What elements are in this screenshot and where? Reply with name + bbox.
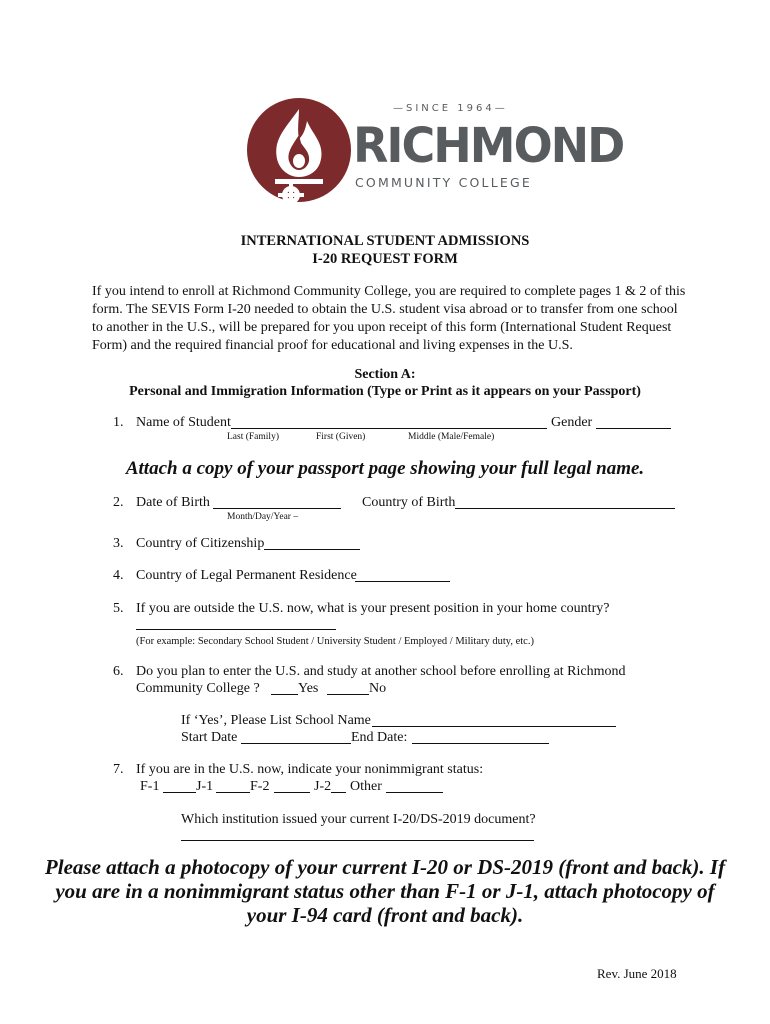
attach-i20-notice-line3: your I-94 card (front and back). bbox=[246, 903, 524, 927]
status-f2-label: F-2 bbox=[250, 779, 270, 794]
start-date-label: Start Date bbox=[181, 730, 238, 745]
institution-field[interactable] bbox=[181, 827, 534, 841]
status-f2-field[interactable] bbox=[274, 779, 310, 793]
question-1-number: 1. bbox=[113, 415, 124, 430]
hint-date-format: Month/Day/Year – bbox=[227, 512, 299, 522]
date-of-birth-field[interactable] bbox=[213, 495, 341, 509]
status-other-field[interactable] bbox=[386, 779, 443, 793]
legal-permanent-residence-field[interactable] bbox=[355, 568, 450, 582]
school-name-field[interactable] bbox=[372, 713, 616, 727]
intro-paragraph: If you intend to enroll at Richmond Community College, you are required to complete pages 1 & 2 of this form. The SEVIS Form I-20 needed to obtain the U.S. student visa abroad or to transfer from one school to another in the U.S., will be prepared for you upon receipt of this form (International Student Request Form) and the required financial proof for educational and living expenses in the U.S. bbox=[92, 284, 686, 353]
country-of-birth-field[interactable] bbox=[455, 495, 675, 509]
hint-last-family: Last (Family) bbox=[227, 432, 279, 442]
end-date-field[interactable] bbox=[412, 730, 549, 744]
name-of-student-field[interactable] bbox=[231, 415, 547, 429]
question-4-number: 4. bbox=[113, 568, 124, 583]
status-f1-label: F-1 bbox=[140, 779, 160, 794]
date-of-birth-label: Date of Birth bbox=[136, 495, 210, 510]
section-title: Section A: bbox=[354, 367, 416, 382]
another-school-no-field[interactable] bbox=[327, 681, 369, 695]
hint-first-given: First (Given) bbox=[316, 432, 366, 442]
revision-date: Rev. June 2018 bbox=[597, 966, 677, 981]
end-date-label: End Date: bbox=[351, 730, 408, 745]
start-date-field[interactable] bbox=[241, 730, 351, 744]
attach-i20-notice-line2: you are in a nonimmigrant status other than F-1 or J-1, attach photocopy of bbox=[55, 879, 715, 903]
another-school-question-cont: Community College ? bbox=[136, 681, 260, 696]
school-name-label: If ‘Yes’, Please List School Name bbox=[181, 713, 371, 728]
country-of-citizenship-field[interactable] bbox=[264, 536, 360, 550]
present-position-field[interactable] bbox=[136, 616, 336, 630]
form-title: I-20 REQUEST FORM bbox=[312, 251, 458, 267]
status-other-label: Other bbox=[350, 779, 382, 794]
another-school-yes-field[interactable] bbox=[271, 681, 298, 695]
question-3-number: 3. bbox=[113, 536, 124, 551]
flame-gear-emblem-icon bbox=[245, 95, 357, 211]
question-7-number: 7. bbox=[113, 762, 124, 777]
country-of-birth-label: Country of Birth bbox=[362, 495, 456, 510]
college-logo bbox=[245, 95, 624, 215]
status-j2-field[interactable] bbox=[331, 779, 346, 793]
name-of-student-label: Name of Student bbox=[136, 415, 231, 430]
attach-i20-notice-line1: Please attach a photocopy of your current I-20 or DS-2019 (front and back). If bbox=[44, 855, 726, 879]
attach-passport-notice: Attach a copy of your passport page showing your full legal name. bbox=[125, 458, 645, 479]
status-f1-field[interactable] bbox=[163, 779, 196, 793]
question-2-number: 2. bbox=[113, 495, 124, 510]
status-j1-label: J-1 bbox=[196, 779, 214, 794]
country-of-citizenship-label: Country of Citizenship bbox=[136, 536, 265, 551]
form-heading: INTERNATIONAL STUDENT ADMISSIONS bbox=[240, 233, 530, 249]
status-j2-label: J-2 bbox=[314, 779, 332, 794]
institution-question: Which institution issued your current I-20/DS-2019 document? bbox=[181, 812, 536, 827]
section-subtitle: Personal and Immigration Information (Type or Print as it appears on your Passport) bbox=[129, 384, 641, 399]
gender-field[interactable] bbox=[596, 415, 671, 429]
logo-since-text: —SINCE 1964— bbox=[393, 103, 508, 114]
no-label: No bbox=[369, 681, 387, 696]
yes-label: Yes bbox=[298, 681, 319, 696]
nonimmigrant-status-label: If you are in the U.S. now, indicate your nonimmigrant status: bbox=[136, 762, 484, 777]
logo-subtitle-text: COMMUNITY COLLEGE bbox=[355, 175, 532, 190]
legal-permanent-residence-label: Country of Legal Permanent Residence bbox=[136, 568, 357, 583]
hint-middle: Middle (Male/Female) bbox=[408, 432, 495, 442]
status-j1-field[interactable] bbox=[216, 779, 250, 793]
gender-label: Gender bbox=[551, 415, 593, 430]
another-school-question: Do you plan to enter the U.S. and study at another school before enrolling at Richmond bbox=[136, 664, 626, 679]
question-6-number: 6. bbox=[113, 664, 124, 679]
present-position-label: If you are outside the U.S. now, what is your present position in your home country? bbox=[136, 601, 610, 616]
question-5-number: 5. bbox=[113, 601, 124, 616]
logo-name-text: RICHMOND bbox=[353, 117, 624, 174]
present-position-example: (For example: Secondary School Student / University Student / Employed / Military duty, etc.) bbox=[136, 636, 534, 647]
